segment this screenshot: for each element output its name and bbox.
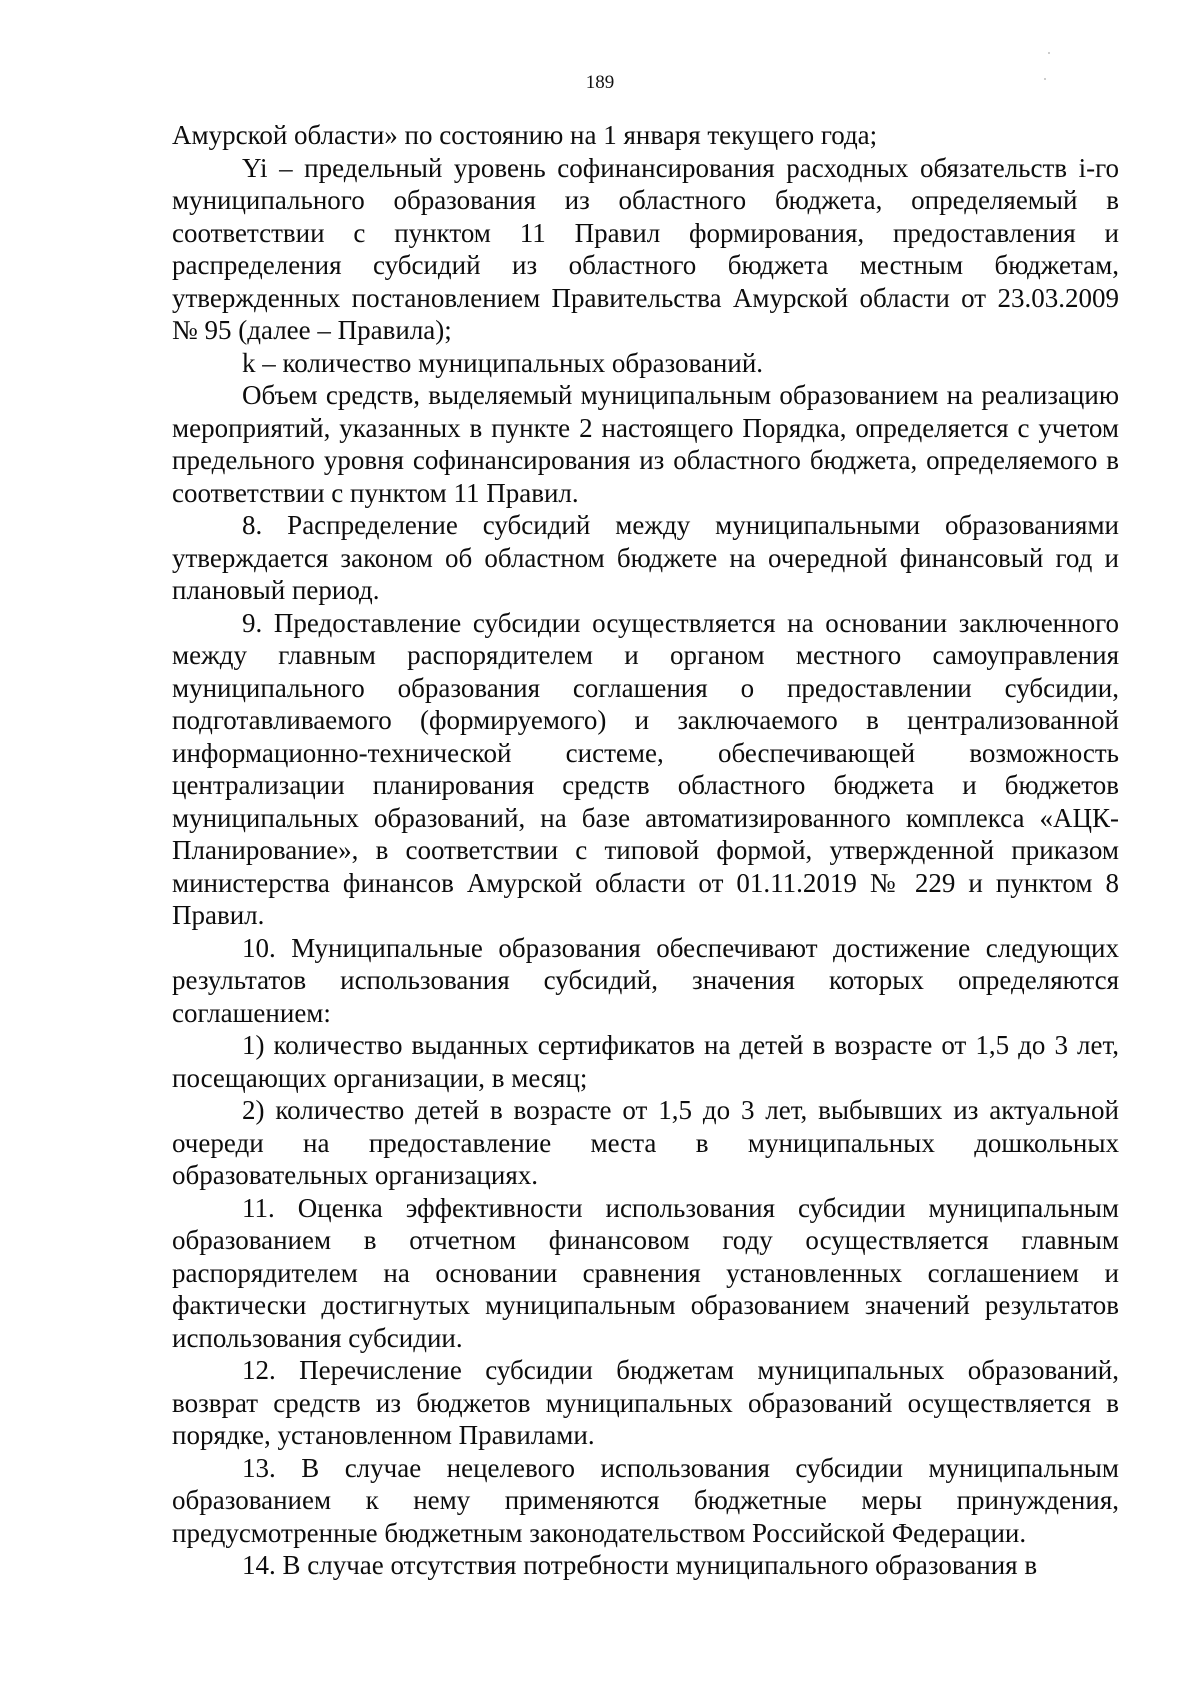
- page-number: 189: [585, 72, 615, 93]
- paragraph-result-2: 2) количество детей в возрасте от 1,5 до 3 лет, выбывших из актуальной очереди на предоставление места в муниципальных дошкольных образовательных организациях.: [172, 1095, 1119, 1190]
- paragraph-yi-definition: Yi – предельный уровень софинансирования расходных обязательств i-го муниципального образования из областного бюджета, определяемый в соответствии с пунктом 11 Правил формирования, предоставления и распределения субсидий из областного бюджета местным бюджетам, утвержденных постановлением Правительства Амурской области от 23.03.2009 № 95 (далее – Правила);: [172, 152, 1119, 345]
- paragraph-item-10: 10. Муниципальные образования обеспечивают достижение следующих результатов использования субсидий, значения которых определяются соглашением:: [172, 932, 1119, 1028]
- paragraph-k-definition: k – количество муниципальных образований.: [242, 347, 764, 378]
- paragraph-result-1: 1) количество выданных сертификатов на детей в возрасте от 1,5 до 3 лет, посещающих организации, в месяц;: [172, 1030, 1119, 1093]
- scan-speck: [1044, 78, 1046, 80]
- document-body: [172, 119, 1119, 1582]
- paragraph-item-8: 8. Распределение субсидий между муниципальными образованиями утверждается законом об областном бюджете на очередной финансовый год и плановый период.: [172, 510, 1119, 605]
- scan-speck: [1048, 52, 1050, 54]
- paragraph-continuation: Амурской области» по состоянию на 1 января текущего года;: [172, 120, 878, 150]
- paragraph-item-12: 12. Перечисление субсидии бюджетам муниципальных образований, возврат средств из бюджетов муниципальных образований осуществляется в порядке, установленном Правилами.: [172, 1355, 1119, 1450]
- paragraph-item-11: 11. Оценка эффективности использования субсидии муниципальным образованием в отчетном финансовом году осуществляется главным распорядителем на основании сравнения установленных соглашением и фактически достигнутых муниципальным образованием значений результатов использования субсидии.: [172, 1192, 1119, 1353]
- paragraph-item-13: 13. В случае нецелевого использования субсидии муниципальным образованием к нему применяются бюджетные меры принуждения, предусмотренные бюджетным законодательством Российской Федерации.: [172, 1452, 1119, 1548]
- paragraph-funding-volume: Объем средств, выделяемый муниципальным образованием на реализацию мероприятий, указанных в пункте 2 настоящего Порядка, определяется с учетом предельного уровня софинансирования из областного бюджета, определяемого в соответствии с пунктом 11 Правил.: [172, 380, 1119, 508]
- paragraph-item-9: 9. Предоставление субсидии осуществляется на основании заключенного между главным распорядителем и органом местного самоуправления муниципального образования соглашения о предоставлении субсидии, подготавливаемого (формируемого) и заключаемого в централизованной информационно-технической системе, обеспечивающей возможность централизации планирования средств областного бюджета и бюджетов муниципальных образований, на базе автоматизированного комплекса «АЦК-Планирование», в соответствии с типовой формой, утвержденной приказом министерства финансов Амурской области от 01.11.2019 № 229 и пунктом 8 Правил.: [172, 607, 1119, 930]
- paragraph-item-14: 14. В случае отсутствия потребности муниципального образования в: [242, 1550, 1038, 1580]
